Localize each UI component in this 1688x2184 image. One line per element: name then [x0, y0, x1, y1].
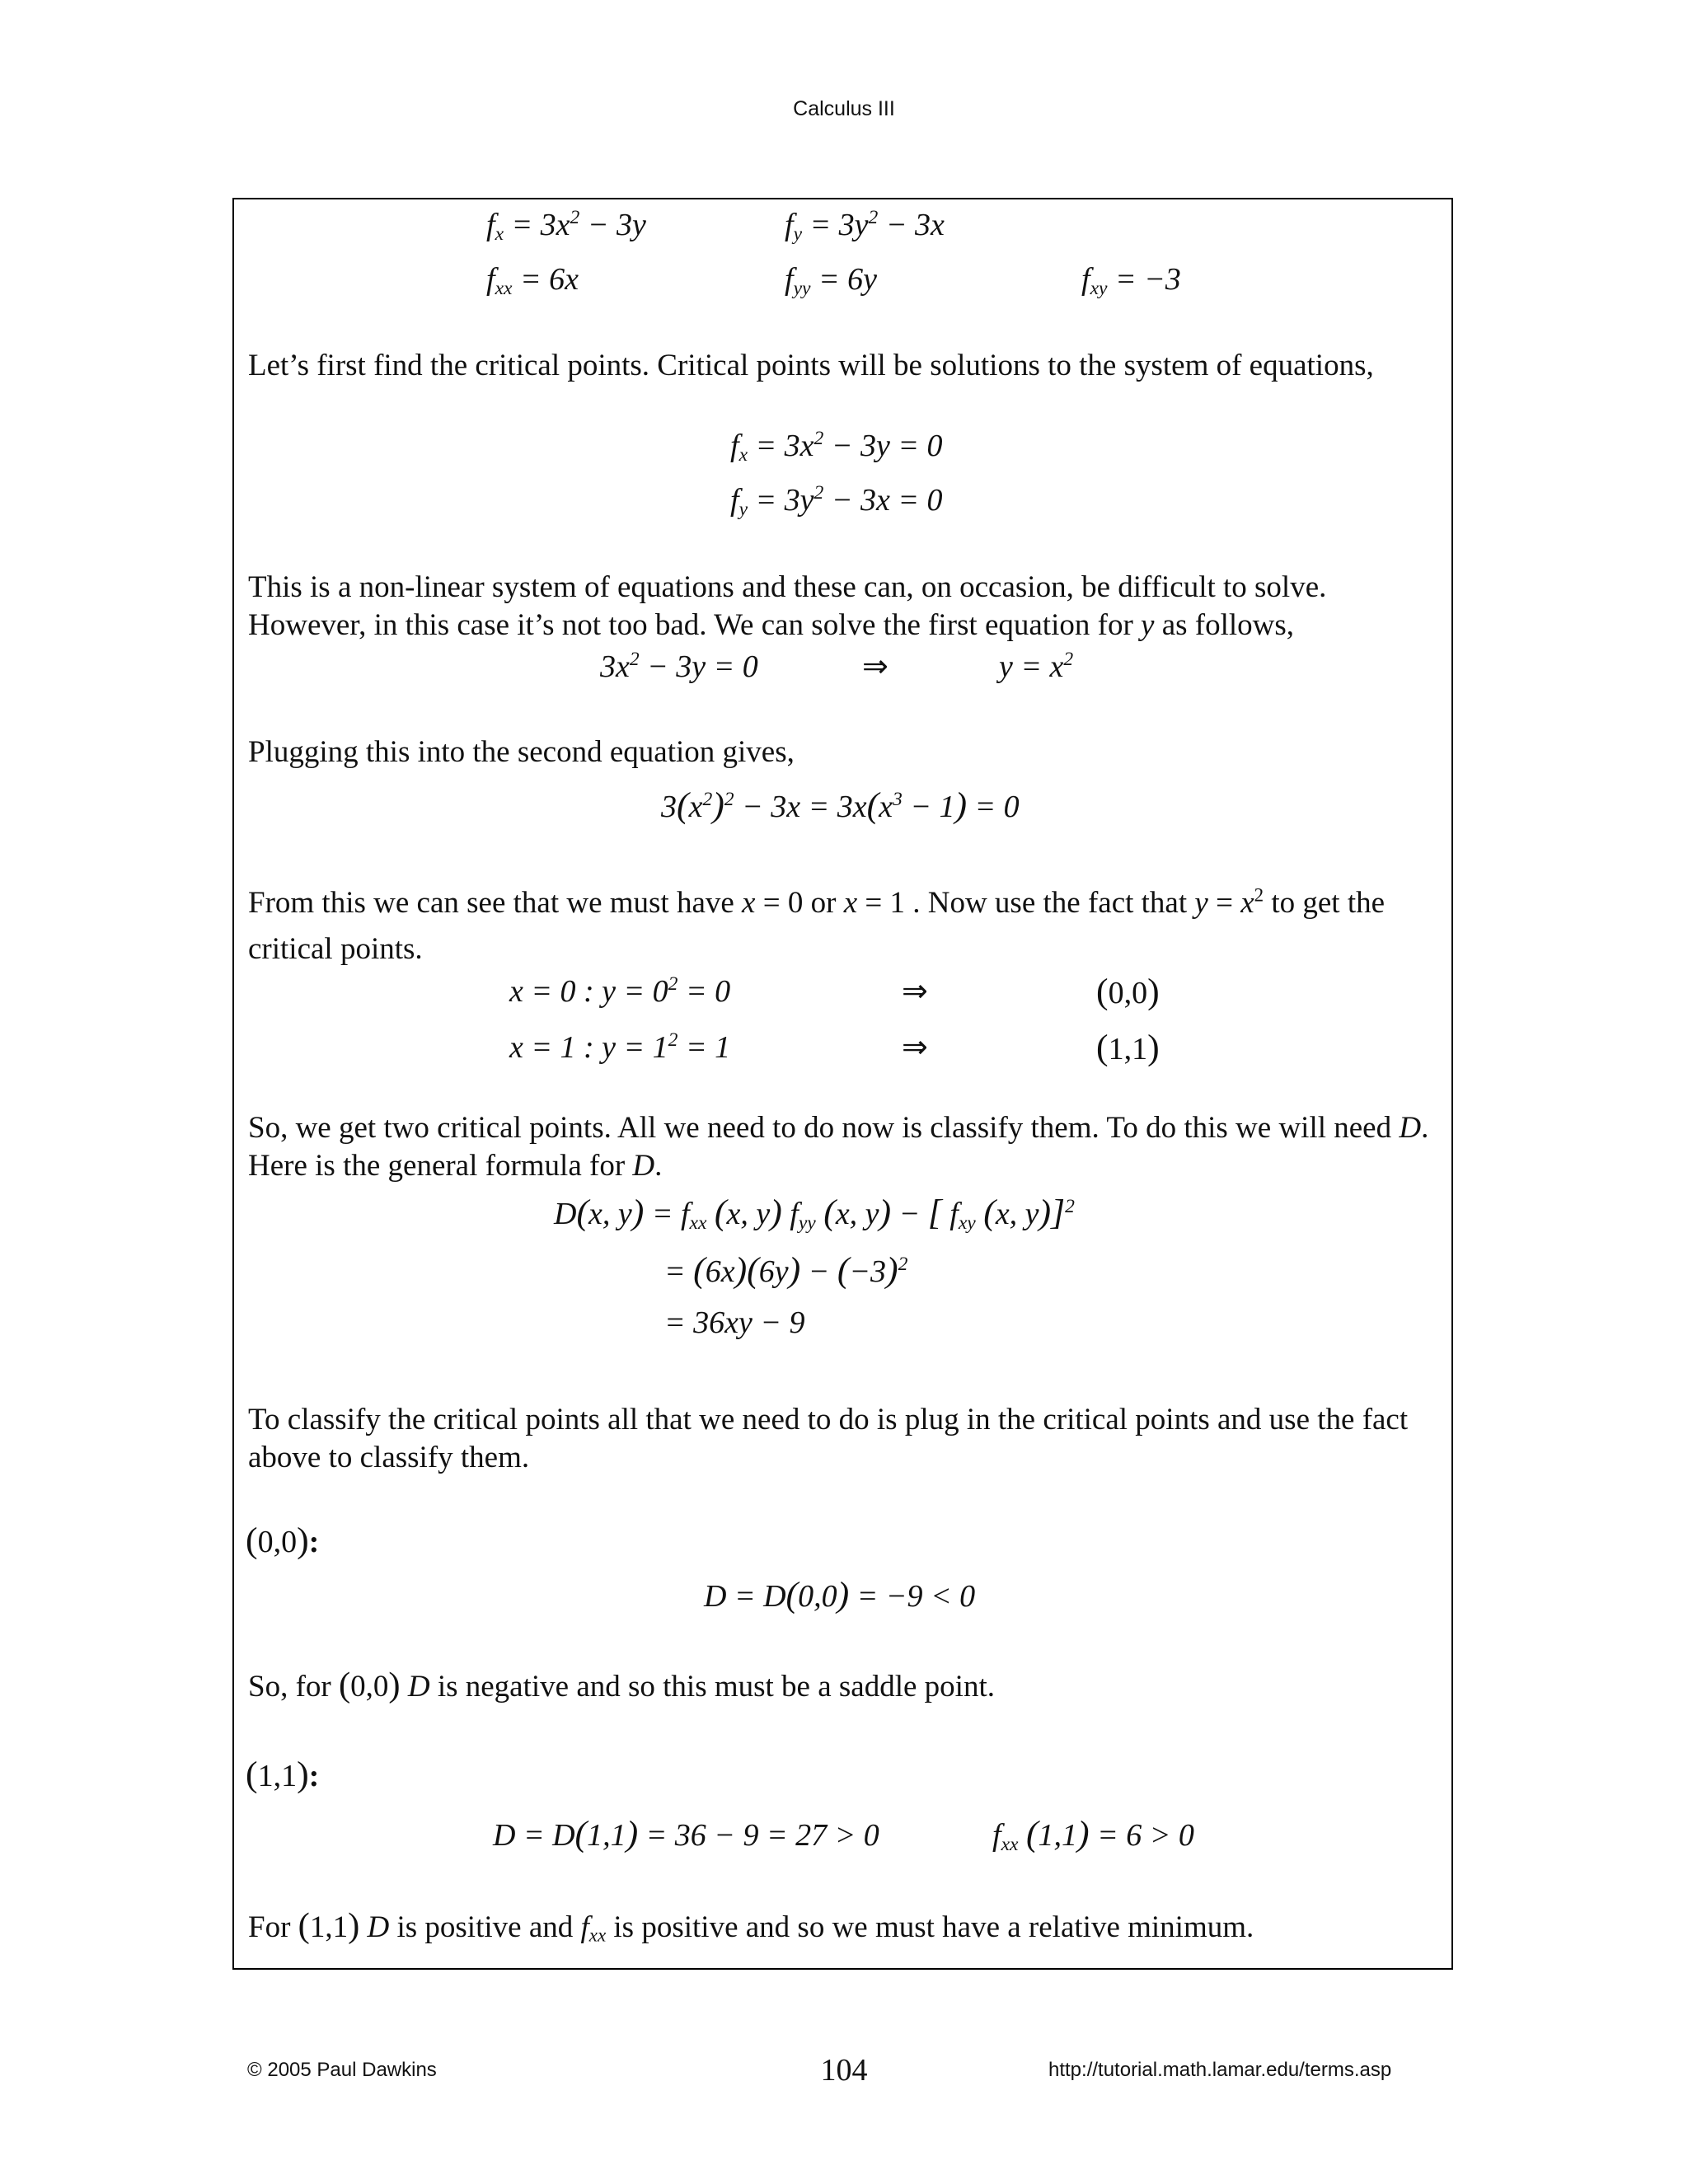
- implies-arrow: ⇒: [902, 974, 928, 1009]
- implies-arrow: ⇒: [902, 1030, 928, 1065]
- system-eq-2: $f_y = 3y^2 - 3x = 0$: [730, 481, 943, 520]
- page-number: 104: [820, 2053, 868, 2088]
- critical-point-2: (1,1): [1096, 1028, 1160, 1067]
- case-label-0-0: (0,0):: [246, 1521, 320, 1560]
- paragraph-roots: From this we can see that we must have x = 0 or x = 1 . Now use the fact that $y = x^2$ to get the critical points.: [248, 884, 1386, 966]
- implies-arrow: ⇒: [862, 649, 889, 684]
- eq-fyy: $f_{yy} = 6y$: [785, 262, 877, 299]
- case-1-1-fxx-equation: $f_{xx}$ (1,1) = 6 > 0: [992, 1814, 1194, 1855]
- running-header: Calculus III: [793, 97, 895, 120]
- d-formula-line-3: = 36xy − 9: [664, 1305, 805, 1340]
- paragraph-relative-minimum: For (1,1) D is positive and $f_{xx}$ is positive and so we must have a relative minimum.: [248, 1906, 1254, 1946]
- critical-point-2-calc: x = 1 : $y = 1^2 = 1$: [509, 1029, 731, 1065]
- footer-copyright: © 2005 Paul Dawkins: [247, 2059, 437, 2081]
- paragraph-saddle-point: So, for (0,0) D is negative and so this must be a saddle point.: [248, 1666, 995, 1704]
- footer-url[interactable]: http://tutorial.math.lamar.edu/terms.asp: [1048, 2059, 1392, 2081]
- paragraph-classify-intro: So, we get two critical points. All we need to do now is classify them. To do this we will need D. Here is the general formula for D.: [248, 1111, 1429, 1183]
- plugged-equation: $3(x^2)^2 - 3x = 3x(x^3 - 1) = 0$: [661, 785, 1020, 825]
- critical-point-1: (0,0): [1096, 972, 1160, 1011]
- d-formula-line-2: = $(6x)(6y) - (-3)^2$: [664, 1250, 908, 1290]
- paragraph-plugging: Plugging this into the second equation gives,: [248, 735, 795, 769]
- eq-fxx: $f_{xx} = 6x$: [486, 262, 579, 299]
- eq-fy: $f_y = 3y^2 - 3x$: [785, 206, 945, 245]
- solve-eq-right: $y = x^2$: [999, 648, 1074, 684]
- case-0-0-equation: D = D(0,0) = −9 < 0: [704, 1575, 976, 1615]
- case-label-1-1: (1,1):: [246, 1755, 320, 1794]
- paragraph-classify-method: To classify the critical points all that we need to do is plug in the critical points and use the fact above to classify them.: [248, 1403, 1409, 1474]
- example-solution-box: [232, 198, 1453, 1970]
- eq-fxy: $f_{xy} = -3$: [1081, 262, 1181, 299]
- paragraph-nonlinear-system: This is a non-linear system of equations and these can, on occasion, be difficult to solve. However, in this case it’s not too bad. We can solve the first equation for y as follows,: [248, 570, 1327, 642]
- critical-point-1-calc: x = 0 : $y = 0^2 = 0$: [509, 972, 731, 1009]
- eq-fx: $f_x = 3x^2 - 3y$: [486, 206, 646, 245]
- paragraph-critical-points-intro: Let’s first find the critical points. Critical points will be solutions to the system of equations,: [248, 349, 1374, 382]
- case-1-1-d-equation: D = D(1,1) = 36 − 9 = 27 > 0: [493, 1814, 879, 1854]
- system-eq-1: $f_x = 3x^2 - 3y = 0$: [730, 427, 943, 466]
- d-formula-line-1: D(x, $y) = f_{xx}$ (x, y) $f_{yy}$ (x, y) − [ $f_{xy}$ (x, y)]$^2$: [554, 1193, 1075, 1234]
- solve-eq-left: $3x^2 - 3y = 0$: [600, 648, 758, 684]
